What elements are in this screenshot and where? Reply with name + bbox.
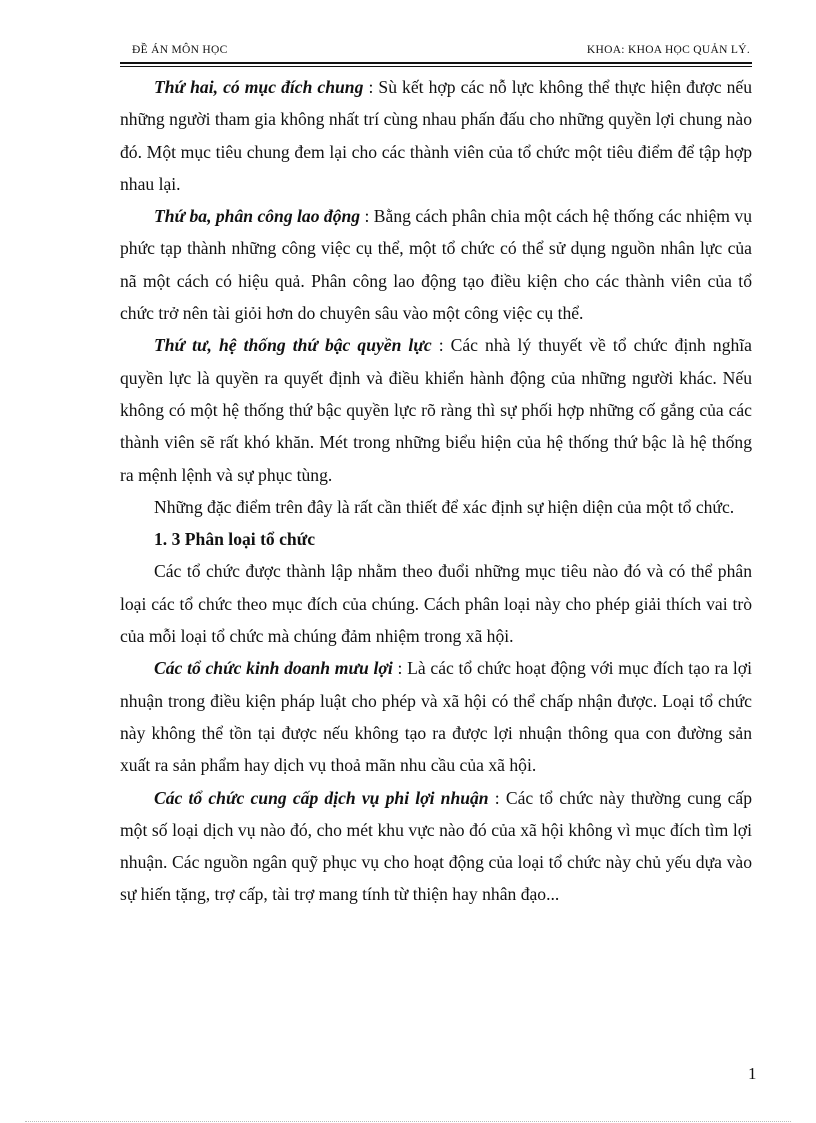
paragraph-authority-hierarchy [120, 329, 752, 490]
paragraph-summary [120, 491, 752, 523]
page-number: 1 [748, 1064, 757, 1083]
page-bottom-divider [25, 1121, 791, 1122]
section-heading: 1. 3 Phân loại tổ chức [154, 529, 316, 550]
paragraph-common-goal [120, 71, 752, 200]
paragraph-lead: Thứ ba, phân công lao động [154, 206, 361, 227]
paragraph-division-of-labor [120, 200, 752, 329]
paragraph-for-profit [120, 652, 752, 781]
paragraph-lead: Các tổ chức cung cấp dịch vụ phi lợi nhuận [154, 787, 489, 808]
header-faculty: KHOA: KHOA HỌC QUẢN LÝ. [586, 44, 750, 56]
paragraph-text: : Các tổ chức này thường cung cấp một số loại dịch vụ nào đó, cho mét khu vực nào đó của xã hội không vì mục đích tìm lợi nhuận. Các nguồn ngân quỹ phục vụ cho hoạt động của loại tổ chức này chủ yếu dựa vào sự hiến tặng, trợ cấp, tài trợ mang tính từ thiện hay nhân đạo... [120, 787, 752, 905]
paragraph-classification-intro [120, 555, 752, 652]
paragraph-text: : Sù kết hợp các nỗ lực không thể thực hiện được nếu những người tham gia không nhất trí cùng nhau phấn đấu cho những quyền lợi chung nào đó. Một mục tiêu chung đem lại cho các thành viên của tổ chức một tiêu điểm để tập hợp nhau lại. [120, 77, 752, 194]
paragraph-lead: Các tổ chức kinh doanh mưu lợi [154, 658, 393, 679]
paragraph-non-profit [120, 782, 752, 911]
header-course-title: ĐỀ ÁN MÔN HỌC [132, 44, 228, 56]
paragraph-text: : Các nhà lý thuyết về tổ chức định nghĩa quyền lực là quyền ra quyết định và điều khiển hành động của những người khác. Nếu không có một hệ thống thứ bậc quyền lực rõ ràng thì sự phối hợp những cố gắng của các thành viên sẽ rất khó khăn. Mét trong những biểu hiện của hệ thống thứ bậc là hệ thống ra mệnh lệnh và sự phục tùng. [120, 335, 752, 485]
header-rule-thin [120, 66, 752, 67]
page-header [120, 44, 752, 62]
paragraph-text: Các tổ chức được thành lập nhằm theo đuổi những mục tiêu nào đó và có thể phân loại các tổ chức theo mục đích của chúng. Cách phân loại này cho phép giải thích vai trò của mỗi loại tổ chức mà chúng đảm nhiệm trong xã hội. [120, 561, 752, 647]
document-body [120, 71, 752, 911]
paragraph-text: Những đặc điểm trên đây là rất cần thiết để xác định sự hiện diện của một tổ chức. [154, 496, 735, 517]
paragraph-lead: Thứ hai, có mục đích chung [154, 77, 364, 97]
header-rule-thick [120, 62, 752, 64]
paragraph-text: : Bằng cách phân chia một cách hệ thống các nhiệm vụ phức tạp thành những công việc cụ thể, một tổ chức có thể sử dụng nguồn nhân lực của nã một cách có hiệu quả. Phân công lao động tạo điều kiện cho các thành viên của tổ chức trở nên tài giỏi hơn do chuyên sâu vào một công việc cụ thể. [120, 206, 752, 324]
paragraph-lead: Thứ tư, hệ thống thứ bậc quyền lực [154, 335, 432, 356]
paragraph-text: : Là các tổ chức hoạt động với mục đích tạo ra lợi nhuận trong điều kiện pháp luật cho phép và xã hội có thể chấp nhận được. Loại tổ chức này không thể tồn tại được nếu không tạo ra được lợi nhuận thông qua con đường sản xuất ra sản phẩm hay dịch vụ thoả mãn nhu cầu của xã hội. [120, 658, 752, 776]
